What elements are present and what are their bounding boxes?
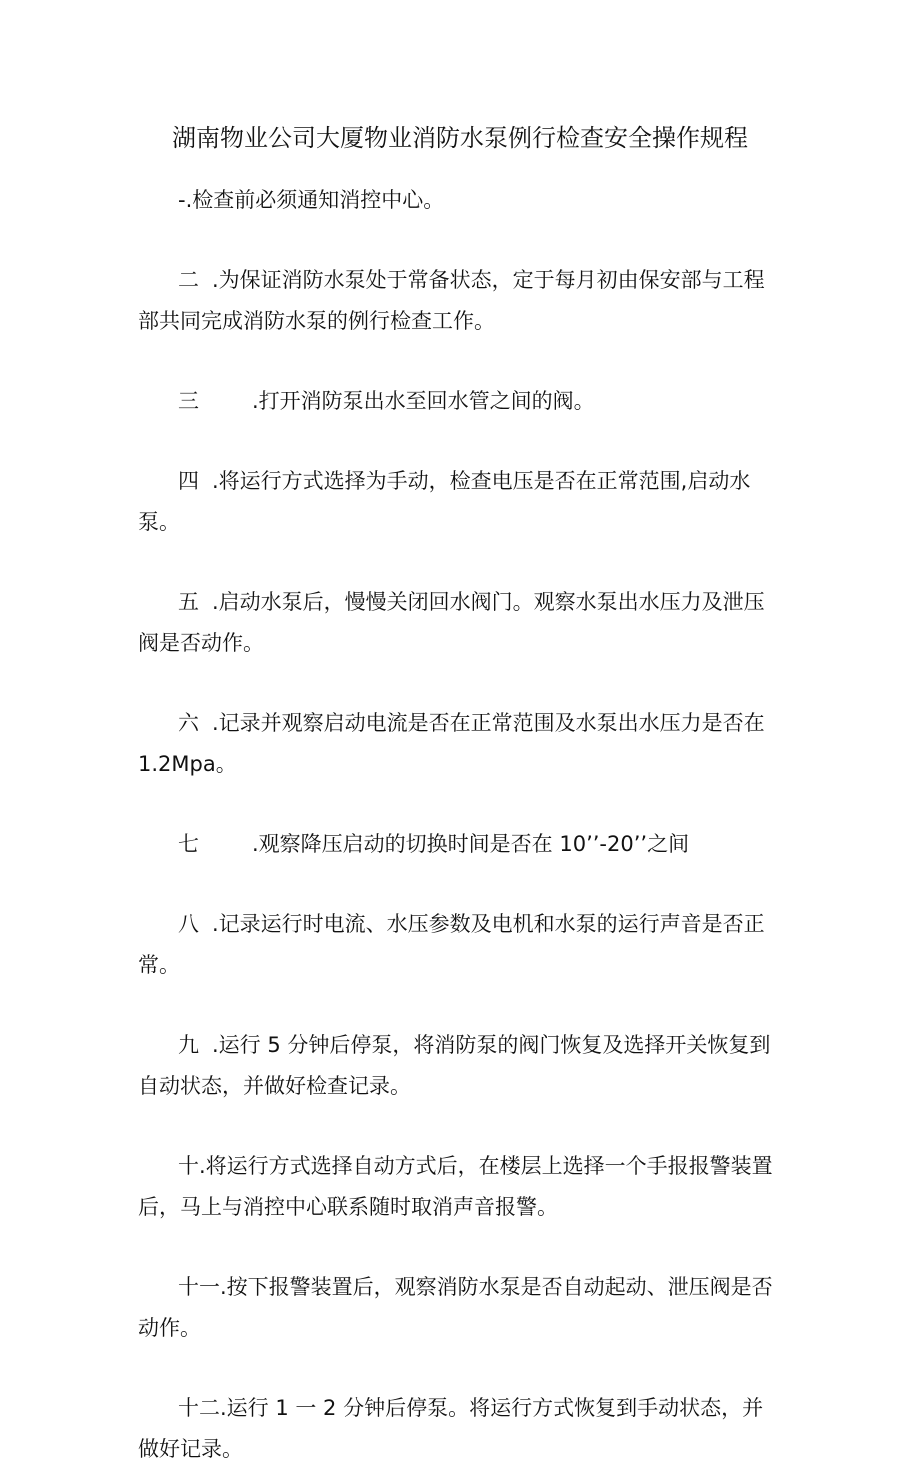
item-number: 三 (178, 389, 199, 413)
item-number: 十 (178, 1154, 199, 1178)
item-number: - (178, 188, 186, 212)
item-number: 六 (178, 711, 199, 735)
item-text: .按下报警装置后，观察消防水泵是否自动起动、泄压阀是否动作。 (138, 1275, 773, 1340)
item-text: .观察降压启动的切换时间是否在 10’’-20’’之间 (252, 832, 690, 856)
procedure-item-5 (138, 582, 778, 664)
item-number: 十二 (178, 1396, 220, 1420)
procedure-item-7 (138, 824, 778, 865)
item-text: .为保证消防水泵处于常备状态，定于每月初由保安部与工程部共同完成消防水泵的例行检查工作。 (138, 268, 765, 333)
item-number: 十一 (178, 1275, 220, 1299)
item-number: 七 (178, 832, 199, 856)
item-text: .检查前必须通知消控中心。 (185, 188, 445, 212)
item-text: .将运行方式选择为手动，检查电压是否在正常范围,启动水泵。 (138, 469, 751, 534)
item-text: .运行 5 分钟后停泵，将消防泵的阀门恢复及选择开关恢复到自动状态，并做好检查记录。 (138, 1033, 771, 1098)
item-number: 四 (178, 469, 199, 493)
document-title: 湖南物业公司大厦物业消防水泵例行检查安全操作规程 (172, 124, 748, 152)
item-number: 八 (178, 912, 199, 936)
item-text: .记录运行时电流、水压参数及电机和水泵的运行声音是否正常。 (138, 912, 765, 977)
item-number: 五 (178, 590, 199, 614)
procedure-item-4 (138, 461, 778, 543)
procedure-item-10 (138, 1146, 778, 1228)
item-text: .将运行方式选择自动方式后，在楼层上选择一个手报报警装置后，马上与消控中心联系随时取消声音报警。 (138, 1154, 773, 1219)
procedure-item-2 (138, 260, 778, 342)
item-number: 九 (178, 1033, 199, 1057)
procedure-item-11 (138, 1267, 778, 1349)
procedure-item-12 (138, 1388, 778, 1470)
item-text: .运行 1 一 2 分钟后停泵。将运行方式恢复到手动状态，并做好记录。 (138, 1396, 764, 1461)
procedure-item-1 (138, 180, 778, 221)
procedure-list (138, 180, 778, 1470)
item-text: .打开消防泵出水至回水管之间的阀。 (252, 389, 595, 413)
procedure-item-9 (138, 1025, 778, 1107)
procedure-item-8 (138, 904, 778, 986)
item-text: .启动水泵后，慢慢关闭回水阀门。观察水泵出水压力及泄压阀是否动作。 (138, 590, 765, 655)
procedure-item-6 (138, 703, 778, 785)
item-number: 二 (178, 268, 199, 292)
item-text: .记录并观察启动电流是否在正常范围及水泵出水压力是否在 1.2Mpa。 (138, 711, 765, 776)
procedure-item-3 (138, 381, 778, 422)
